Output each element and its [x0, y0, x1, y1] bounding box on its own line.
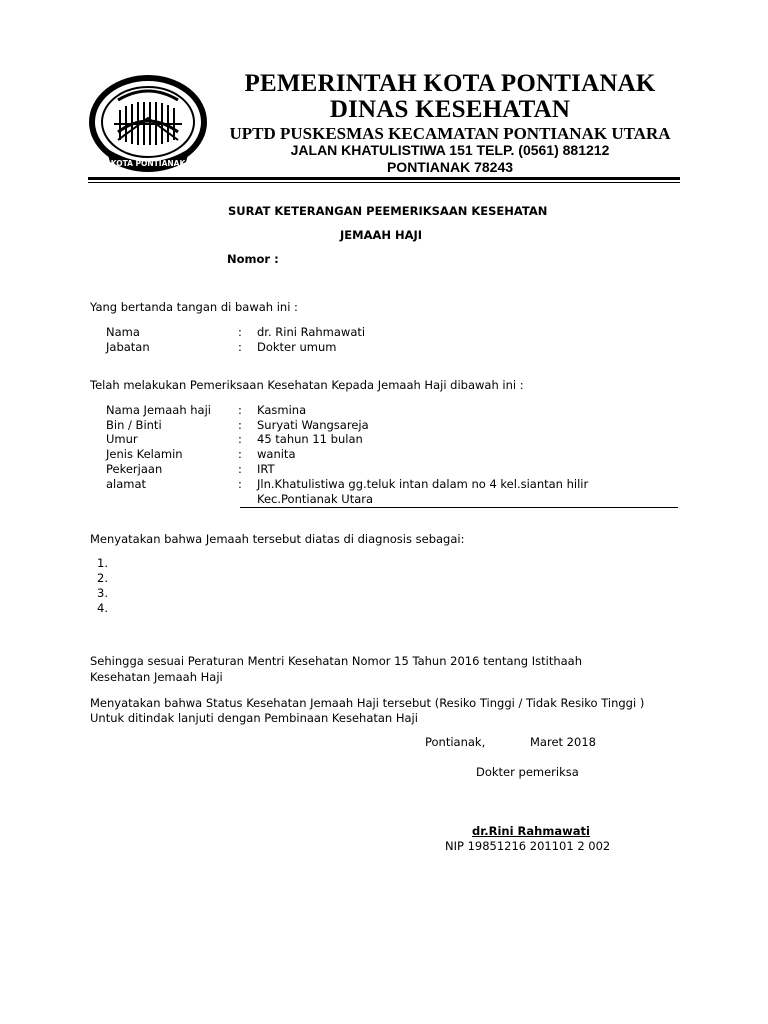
pilgrim-parent-label: Bin / Binti [106, 418, 162, 432]
svg-text:KOTA PONTIANAK: KOTA PONTIANAK [110, 159, 186, 168]
colon: : [238, 403, 242, 417]
diagnosis-item: 1. [97, 556, 108, 570]
colon: : [238, 432, 242, 446]
letter-subtitle: JEMAAH HAJI [340, 228, 423, 242]
header-agency: DINAS KESEHATAN [329, 96, 571, 123]
regulation-text-line2: Kesehatan Jemaah Haji [90, 670, 223, 684]
header-address: JALAN KHATULISTIWA 151 TELP. (0561) 881212 [290, 142, 610, 158]
colon: : [238, 340, 242, 354]
pilgrim-age-value: 45 tahun 11 bulan [257, 432, 363, 446]
status-text-line1: Menyatakan bahwa Status Kesehatan Jemaah Haji tersebut (Resiko Tinggi / Tidak Resiko Tinggi ) [90, 696, 645, 710]
pilgrim-address-label: alamat [106, 477, 147, 491]
pilgrim-occupation-value: IRT [257, 462, 275, 476]
address-underline [240, 507, 678, 508]
header-government: PEMERINTAH KOTA PONTIANAK [244, 70, 656, 97]
signer-name-value: dr. Rini Rahmawati [257, 325, 366, 339]
status-text-line2: Untuk ditindak lanjuti dengan Pembinaan Kesehatan Haji [90, 711, 418, 725]
signer-position-value: Dokter umum [257, 340, 337, 354]
pilgrim-gender-value: wanita [257, 447, 296, 461]
header-city: PONTIANAK 78243 [386, 159, 514, 175]
closing-place: Pontianak, [425, 735, 486, 749]
regulation-text-line1: Sehingga sesuai Peraturan Mentri Kesehatan Nomor 15 Tahun 2016 tentang Istithaah [90, 654, 583, 668]
diagnosis-item: 4. [97, 601, 108, 615]
pilgrim-address-value-line2: Kec.Pontianak Utara [257, 492, 374, 506]
colon: : [238, 477, 242, 491]
colon: : [238, 462, 242, 476]
pilgrim-gender-label: Jenis Kelamin [106, 447, 183, 461]
pilgrim-name-value: Kasmina [257, 403, 307, 417]
pilgrim-parent-value: Suryati Wangsareja [257, 418, 369, 432]
header-rule-thin [88, 182, 680, 183]
letter-title: SURAT KETERANGAN PEEMERIKSAAN KESEHATAN [228, 204, 548, 218]
intro-text: Yang bertanda tangan di bawah ini : [90, 300, 298, 314]
signer-name-label: Nama [106, 325, 140, 339]
colon: : [238, 447, 242, 461]
closing-date: Maret 2018 [530, 735, 596, 749]
pilgrim-age-label: Umur [106, 432, 138, 446]
letter-number: Nomor : [227, 252, 279, 266]
exam-intro-text: Telah melakukan Pemeriksaan Kesehatan Kepada Jemaah Haji dibawah ini : [90, 378, 524, 392]
diagnosis-item: 3. [97, 586, 108, 600]
diagnosis-intro-text: Menyatakan bahwa Jemaah tersebut diatas di diagnosis sebagai: [90, 532, 465, 546]
signer-position-label: Jabatan [106, 340, 150, 354]
colon: : [238, 325, 242, 339]
kota-pontianak-emblem [88, 70, 208, 180]
closing-role: Dokter pemeriksa [476, 765, 579, 779]
diagnosis-item: 2. [97, 571, 108, 585]
pilgrim-address-value: Jln.Khatulistiwa gg.teluk intan dalam no 4 kel.siantan hilir [257, 477, 589, 491]
pilgrim-name-label: Nama Jemaah haji [106, 403, 211, 417]
header-rule-thick [88, 177, 680, 180]
colon: : [238, 418, 242, 432]
header-unit: UPTD PUSKESMAS KECAMATAN PONTIANAK UTARA [229, 124, 671, 143]
signatory-name: dr.Rini Rahmawati [472, 824, 590, 838]
pilgrim-occupation-label: Pekerjaan [106, 462, 163, 476]
signatory-nip: NIP 19851216 201101 2 002 [445, 839, 611, 853]
